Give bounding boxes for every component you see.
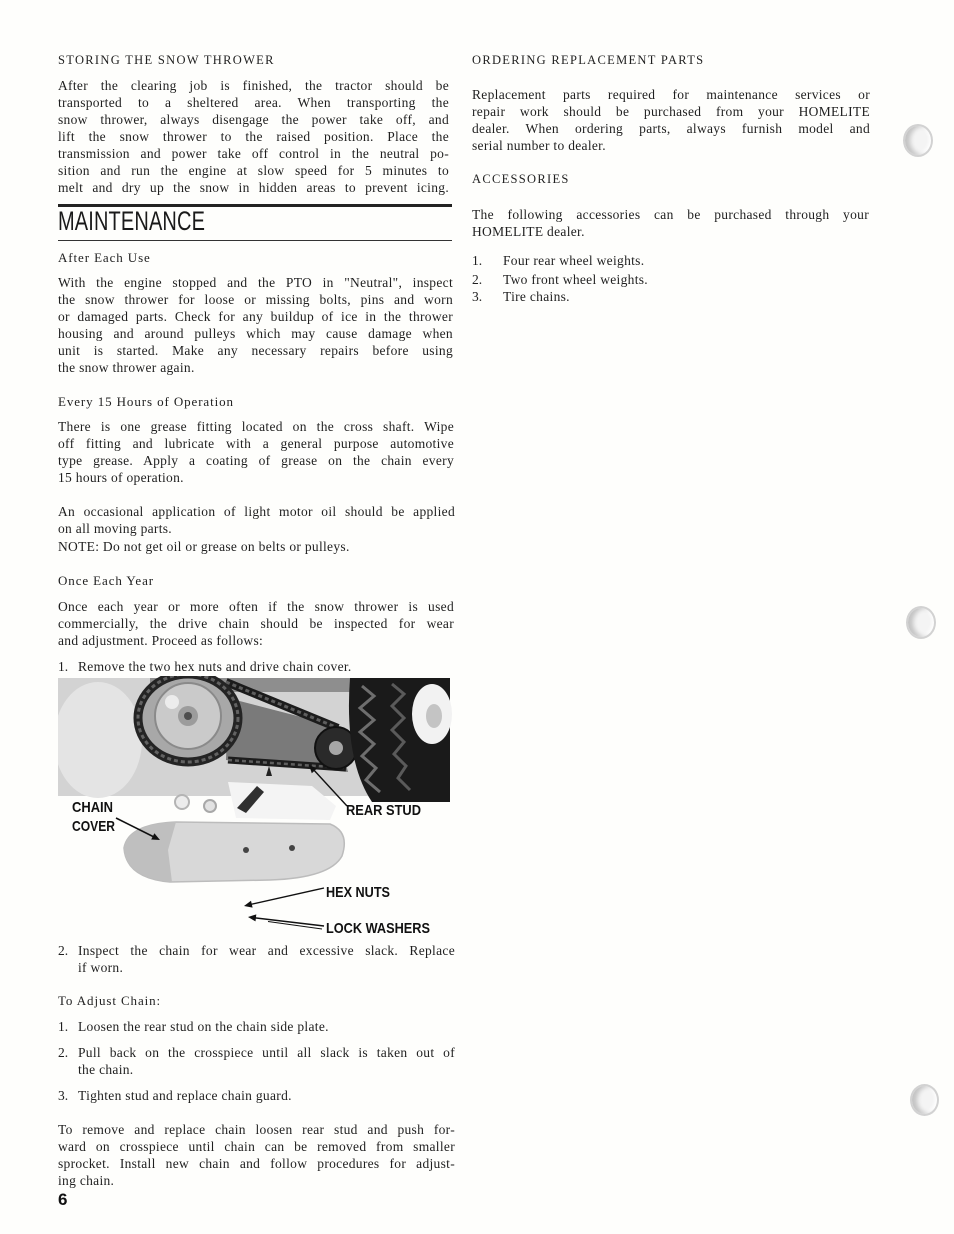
storing-line: lift the snow thrower to the raised position. Place the — [58, 128, 449, 144]
paragraph-line: 15 hours of operation. — [58, 469, 184, 485]
section-heading-adjust-chain — [58, 992, 161, 1009]
item-number: 3. — [472, 288, 483, 304]
step-text: the chain. — [78, 1061, 134, 1077]
arrowhead-lock-washers — [248, 914, 256, 921]
paragraph-line: type grease. Apply a coating of grease on the chain every — [58, 452, 454, 468]
label-chain-cover-line-1: CHAIN — [72, 799, 113, 816]
note — [58, 538, 455, 555]
label-chain-cover-line-2: COVER — [72, 818, 116, 835]
section-heading-after-each-use — [58, 249, 151, 266]
paragraph-line: the snow thrower for loose or missing bolts, pins and worn — [58, 291, 453, 307]
paragraph-line: The following accessories can be purchased through your — [472, 206, 869, 222]
step-number: 3. — [58, 1087, 69, 1103]
step-inspect-chain — [58, 942, 455, 976]
paragraph-line: To remove and replace chain loosen rear stud and push for- — [58, 1121, 455, 1137]
step-text: Pull back on the crosspiece until all slack is taken out of — [78, 1044, 455, 1060]
arrowhead-hex-nuts — [244, 901, 253, 908]
punch-hole — [910, 1084, 939, 1116]
large-sprocket-bolt — [184, 712, 192, 720]
once-each-year-paragraph — [58, 598, 454, 649]
section-heading-storing — [58, 52, 275, 69]
lock-washer — [175, 795, 189, 809]
accessory-item — [472, 271, 870, 288]
paragraph-line: An occasional application of light motor oil should be applied — [58, 503, 455, 519]
label-rear-stud: REAR STUD — [346, 802, 422, 819]
every-15-hours-paragraph — [58, 418, 454, 486]
page-number: 6 — [58, 1190, 68, 1209]
paragraph-line: Once each year or more often if the snow thrower is used — [58, 598, 454, 614]
title-rule-bottom — [58, 240, 452, 241]
paragraph-line: Replacement parts required for maintenance services or — [472, 86, 870, 102]
step-text: Loosen the rear stud on the chain side plate. — [78, 1018, 329, 1034]
paragraph-line: HOMELITE dealer. — [472, 223, 585, 239]
step-remove-cover — [58, 658, 455, 675]
storing-line: transported to a sheltered area. When transporting the — [58, 94, 449, 110]
step-number: 1. — [58, 658, 69, 674]
section-heading-every-15-hours — [58, 393, 234, 410]
storing-line: After the clearing job is finished, the tractor should be — [58, 77, 449, 93]
step-number: 2. — [58, 1044, 69, 1060]
accessories-paragraph — [472, 206, 869, 240]
paragraph-line: repair work should be purchased from your HOMELITE — [472, 103, 870, 119]
storing-line: snow thrower, always disengage the power take off, and — [58, 111, 449, 127]
paragraph-line: dealer. When ordering parts, always furnish model and — [472, 120, 870, 136]
paragraph-line: off fitting and lubricate with a general purpose automotive — [58, 435, 454, 451]
label-lock-washers: LOCK WASHERS — [326, 920, 430, 937]
item-number: 2. — [472, 271, 483, 287]
accessory-item — [472, 252, 870, 269]
step-text: if worn. — [78, 959, 124, 975]
maintenance-title: MAINTENANCE — [58, 206, 206, 236]
hex-nut — [204, 800, 216, 812]
every-15-hours-heading: Every 15 Hours of Operation — [58, 393, 234, 409]
storing-line: sition and run the engine at slow speed for 5 minutes to — [58, 162, 449, 178]
paragraph-line: With the engine stopped and the PTO in "Neutral", inspect — [58, 274, 453, 290]
section-heading-once-each-year — [58, 572, 154, 589]
item-text: Two front wheel weights. — [503, 271, 648, 287]
item-text: Tire chains. — [503, 288, 570, 304]
punch-hole — [906, 606, 936, 639]
storing-line: transmission and power take off control in the neutral po- — [58, 145, 449, 161]
maintenance-title-block — [58, 206, 257, 236]
large-sprocket-highlight — [165, 695, 179, 709]
photo-highlight — [58, 682, 142, 798]
adjust-chain-heading: To Adjust Chain: — [58, 992, 162, 1008]
ordering-heading: ORDERING REPLACEMENT PARTS — [472, 52, 705, 67]
chain-cover-photo — [58, 676, 455, 942]
item-number: 1. — [472, 252, 483, 268]
paragraph-line: There is one grease fitting located on the cross shaft. Wipe — [58, 418, 454, 434]
paragraph-line: commercially, the drive chain should be inspected for wear — [58, 615, 454, 631]
chain-cover-shade — [124, 822, 176, 882]
paragraph-line: the snow thrower again. — [58, 359, 195, 375]
step-number: 1. — [58, 1018, 69, 1034]
section-heading-accessories — [472, 171, 570, 188]
accessory-item — [472, 288, 870, 305]
adjust-step-3 — [58, 1087, 455, 1104]
step-text: Inspect the chain for wear and excessive slack. Replace — [78, 942, 455, 958]
step-text: Remove the two hex nuts and drive chain cover. — [78, 658, 352, 674]
paragraph-line: ing chain. — [58, 1172, 115, 1188]
paragraph-line: housing and around pulleys which may cause damage when — [58, 325, 453, 341]
punch-hole — [903, 124, 933, 157]
storing-line: melt and dry up the snow in hidden areas to prevent icing. — [58, 179, 449, 195]
storing-heading: STORING THE SNOW THROWER — [58, 52, 275, 67]
paragraph-line: or damaged parts. Check for any buildup of ice in the thrower — [58, 308, 453, 324]
adjust-step-2 — [58, 1044, 455, 1078]
once-each-year-heading: Once Each Year — [58, 572, 154, 588]
oil-paragraph — [58, 503, 455, 537]
after-each-use-heading: After Each Use — [58, 249, 151, 265]
paragraph-line: unit is started. Make any necessary repairs before using — [58, 342, 453, 358]
arrow-hex-nuts — [248, 888, 324, 905]
accessories-heading: ACCESSORIES — [472, 171, 570, 186]
item-text: Four rear wheel weights. — [503, 252, 645, 268]
ordering-paragraph — [472, 86, 870, 154]
after-each-use-paragraph — [58, 274, 453, 376]
paragraph-line: sprocket. Install new chain and follow procedures for adjust- — [58, 1155, 455, 1171]
wheel-hub-center — [426, 704, 442, 728]
paragraph-line: and adjustment. Proceed as follows: — [58, 632, 264, 648]
note-text: NOTE: Do not get oil or grease on belts or pulleys. — [58, 538, 350, 554]
label-hex-nuts: HEX NUTS — [326, 884, 390, 901]
small-sprocket-hub — [329, 741, 343, 755]
paragraph-line: on all moving parts. — [58, 520, 172, 536]
step-text: Tighten stud and replace chain guard. — [78, 1087, 292, 1103]
cover-bolt-hole — [289, 845, 295, 851]
step-number: 2. — [58, 942, 69, 958]
section-heading-ordering — [472, 52, 704, 69]
replace-chain-paragraph — [58, 1121, 455, 1189]
adjust-step-1 — [58, 1018, 455, 1035]
storing-paragraph — [58, 77, 449, 196]
cover-bolt-hole — [243, 847, 249, 853]
paragraph-line: ward on crosspiece until chain can be removed from smaller — [58, 1138, 455, 1154]
paragraph-line: serial number to dealer. — [472, 137, 606, 153]
